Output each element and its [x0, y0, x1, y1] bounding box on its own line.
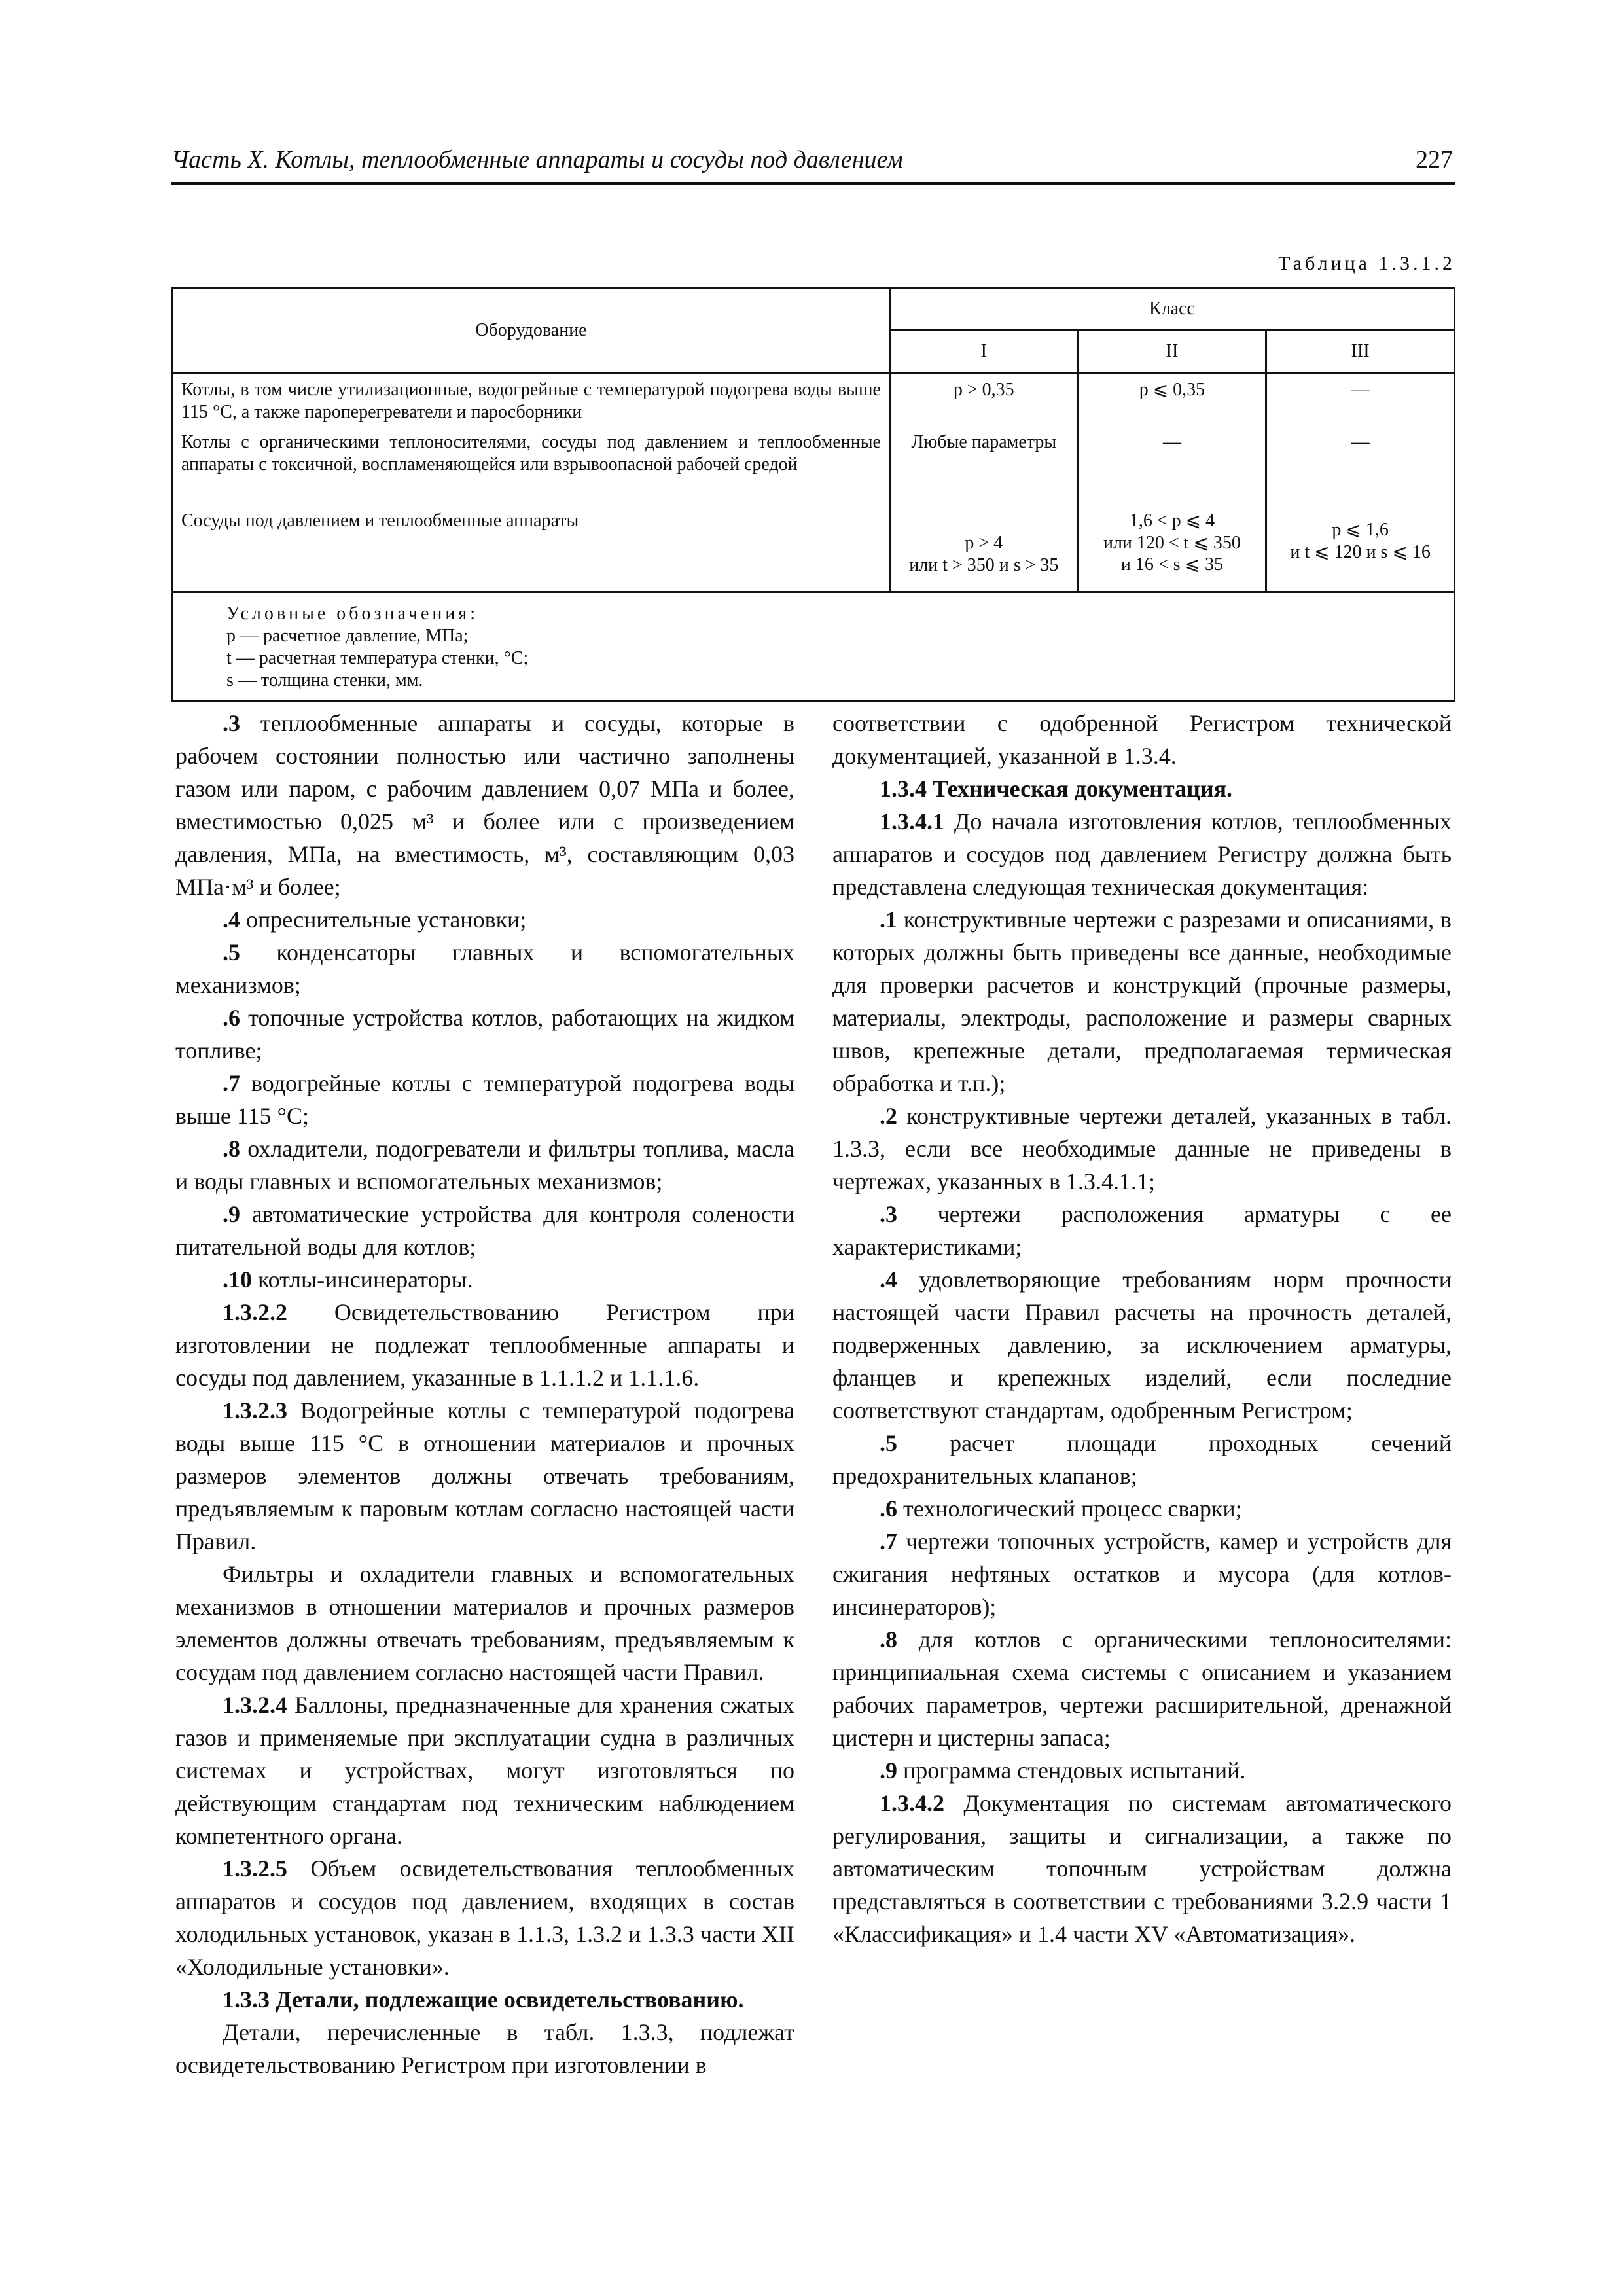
paragraph-number: .4: [223, 906, 240, 933]
paragraph-number: 1.3.2.4: [223, 1692, 287, 1718]
left-paragraph: [175, 1394, 794, 1558]
paragraph-text: чертежи расположения арматуры с ее характеристиками;: [832, 1201, 1452, 1260]
header-class: Класс: [889, 288, 1454, 331]
left-paragraph: [175, 1263, 794, 1296]
paragraph-text: Освидетельствованию Регистром при изготовлении не подлежат теплообменные аппараты и сосуды под давлением, указанные в 1.1.1.2 и 1.1.1.6.: [175, 1299, 794, 1391]
paragraph-number: 1.3.2.5: [223, 1856, 287, 1882]
paragraph-text: топочные устройства котлов, работающих на жидком топливе;: [175, 1005, 794, 1064]
paragraph-number: .5: [223, 939, 240, 965]
row-equipment-1: Котлы, в том числе утилизационные, водогрейные с температурой подогрева воды выше 115 °C, а также пароперегреватели и паросборники: [181, 380, 881, 422]
paragraph-text: конструктивные чертежи деталей, указанных в табл. 1.3.3, если все необходимые данные не приведены в чертежах, указанных в 1.3.4.1.1;: [832, 1103, 1452, 1194]
left-paragraph: [175, 903, 794, 936]
paragraph-number: 1.3.3 Детали, подлежащие освидетельствованию.: [223, 1986, 744, 2013]
row-2-class-2: —: [1162, 432, 1181, 452]
paragraph-text: Водогрейные котлы с температурой подогрева воды выше 115 °C в отношении материалов и прочных размеров элементов должны отвечать требованиям, предъявляемым к паровым котлам согласно настоящей части Правил.: [175, 1397, 794, 1554]
right-paragraph: [832, 1427, 1452, 1492]
paragraph-text: теплообменные аппараты и сосуды, которые в рабочем состоянии полностью или частично заполнены газом или паром, с рабочим давлением 0,07 МПа и более, вместимостью 0,025 м³ и более или с произведением давления, МПа, на вместимость, м³, составляющим 0,03 МПа·м³ и более;: [175, 710, 794, 900]
note-t: t — расчетная температура стенки, °C;: [226, 648, 529, 669]
paragraph-text: Детали, перечисленные в табл. 1.3.3, подлежат освидетельствованию Регистром при изготовлении в: [175, 2019, 794, 2078]
paragraph-number: .9: [880, 1757, 897, 1784]
paragraph-number: .4: [880, 1266, 897, 1293]
row-equipment-2: Котлы с органическими теплоносителями, сосуды под давлением и теплообменные аппараты с токсичной, воспламеняющейся или взрывоопасной рабочей средой: [181, 432, 881, 475]
paragraph-text: водогрейные котлы с температурой подогрева воды выше 115 °C;: [175, 1070, 794, 1129]
right-paragraph: [832, 903, 1452, 1100]
right-paragraph: [832, 707, 1452, 772]
paragraph-text: Баллоны, предназначенные для хранения сжатых газов и применяемые при эксплуатации судна в различных системах и устройствах, могут изготовляться по действующим стандартам под техническим наблюдением компетентного органа.: [175, 1692, 794, 1849]
paragraph-text: для котлов с органическими теплоносителями: принципиальная схема системы с описанием и указанием рабочих параметров, чертежи расширительной, дренажной цистерн и цистерны запаса;: [832, 1626, 1452, 1751]
paragraph-number: .7: [880, 1528, 897, 1554]
right-paragraph: [832, 1623, 1452, 1754]
paragraph-number: .6: [880, 1496, 897, 1522]
right-paragraph: [832, 1263, 1452, 1427]
paragraph-number: 1.3.4.2: [880, 1790, 944, 1816]
paragraph-number: .1: [880, 906, 897, 933]
paragraph-text: конденсаторы главных и вспомогательных механизмов;: [175, 939, 794, 998]
paragraph-number: 1.3.4.1: [880, 808, 944, 834]
paragraph-text: котлы-инсинераторы.: [252, 1266, 473, 1293]
left-paragraph: [175, 1852, 794, 1983]
paragraph-number: .8: [880, 1626, 897, 1653]
left-paragraph: [175, 1558, 794, 1689]
right-paragraph: [832, 1492, 1452, 1525]
paragraph-text: Объем освидетельствования теплообменных аппаратов и сосудов под давлением, входящих в состав холодильных установок, указан в 1.1.3, 1.3.2 и 1.3.3 части XII «Холодильные установки».: [175, 1856, 794, 1980]
paragraph-text: расчет площади проходных сечений предохранительных клапанов;: [832, 1430, 1452, 1489]
row-1-class-3: —: [1351, 380, 1370, 400]
paragraph-text: технологический процесс сварки;: [897, 1496, 1242, 1522]
paragraph-text: удовлетворяющие требованиям норм прочности настоящей части Правил расчеты на прочность деталей, подверженных давлению, за исключением арматуры, фланцев и крепежных изделий, если последние соответствуют стандартам, одобренным Регистром;: [832, 1266, 1452, 1424]
left-text-column: [175, 707, 794, 2081]
notes-title: Условные обозначения:: [226, 603, 479, 624]
row-2-class-1: Любые параметры: [911, 432, 1057, 452]
right-paragraph: [832, 1754, 1452, 1787]
left-paragraph: [175, 1067, 794, 1132]
paragraph-number: 1.3.2.2: [223, 1299, 287, 1325]
right-paragraph: [832, 1525, 1452, 1623]
right-paragraph: [832, 1100, 1452, 1198]
paragraph-text: Фильтры и охладители главных и вспомогательных механизмов в отношении материалов и прочных размеров элементов должны отвечать требованиям, предъявляемым к сосудам под давлением согласно настоящей части Правил.: [175, 1561, 794, 1685]
paragraph-text: чертежи топочных устройств, камер и устройств для сжигания нефтяных остатков и мусора (для котлов-инсинераторов);: [832, 1528, 1452, 1620]
left-paragraph: [175, 1198, 794, 1263]
right-paragraph: [832, 1198, 1452, 1263]
table-notes: [173, 592, 1455, 701]
paragraph-text: охладители, подогреватели и фильтры топлива, масла и воды главных и вспомогательных механизмов;: [175, 1136, 794, 1194]
paragraph-text: соответствии с одобренной Регистром технической документацией, указанной в 1.3.4.: [832, 710, 1452, 769]
header-equipment: Оборудование: [173, 288, 890, 373]
right-text-column: [832, 707, 1452, 1950]
paragraph-number: .7: [223, 1070, 240, 1096]
table-caption: Таблица 1.3.1.2: [1278, 253, 1455, 274]
equipment-class-table: [171, 287, 1455, 702]
header-title: Часть X. Котлы, теплообменные аппараты и сосуды под давлением: [171, 146, 903, 173]
paragraph-number: 1.3.4 Техническая документация.: [880, 776, 1233, 802]
paragraph-text: конструктивные чертежи с разрезами и описаниями, в которых должны быть приведены все данные, необходимые для проверки расчетов и конструкций (прочные размеры, материалы, электроды, расположение и размеры сварных швов, крепежные детали, предполагаемая термическая обработка и т.п.);: [832, 906, 1452, 1096]
paragraph-number: .6: [223, 1005, 240, 1031]
right-paragraph: [832, 805, 1452, 903]
page-number: 227: [1416, 146, 1453, 173]
row-1-class-1: p > 0,35: [953, 380, 1014, 400]
paragraph-number: 1.3.2.3: [223, 1397, 287, 1424]
row-3-class-2: 1,6 < p ⩽ 4 или 120 < t ⩽ 350 и 16 < s ⩽ 35: [1103, 511, 1241, 575]
left-paragraph: [175, 1001, 794, 1067]
paragraph-number: .10: [223, 1266, 252, 1293]
left-paragraph: [175, 1689, 794, 1852]
paragraph-text: До начала изготовления котлов, теплообменных аппаратов и сосудов под давлением Регистру должна быть представлена следующая техническая документация:: [832, 808, 1452, 900]
paragraph-text: автоматические устройства для контроля солености питательной воды для котлов;: [175, 1201, 794, 1260]
left-paragraph: [175, 707, 794, 903]
paragraph-number: .2: [880, 1103, 897, 1129]
left-paragraph: [175, 1296, 794, 1394]
header-class-2: II: [1078, 331, 1266, 373]
paragraph-number: .5: [880, 1430, 897, 1456]
row-3-class-1: p > 4 или t > 350 и s > 35: [909, 533, 1059, 575]
left-paragraph: [175, 2016, 794, 2081]
running-header: [171, 145, 1455, 185]
row-2-class-3: —: [1351, 432, 1370, 452]
paragraph-number: .9: [223, 1201, 240, 1227]
left-paragraph: [175, 936, 794, 1001]
row-equipment-3: Сосуды под давлением и теплообменные аппараты: [181, 511, 579, 531]
paragraph-number: .8: [223, 1136, 240, 1162]
row-3-class-3: p ⩽ 1,6 и t ⩽ 120 и s ⩽ 16: [1290, 520, 1431, 562]
table-body-row: [173, 373, 1455, 592]
right-paragraph: [832, 772, 1452, 805]
paragraph-text: программа стендовых испытаний.: [897, 1757, 1246, 1784]
header-class-1: I: [889, 331, 1078, 373]
row-1-class-2: p ⩽ 0,35: [1139, 380, 1205, 400]
left-paragraph: [175, 1983, 794, 2016]
paragraph-number: .3: [880, 1201, 897, 1227]
header-class-3: III: [1266, 331, 1455, 373]
note-s: s — толщина стенки, мм.: [226, 670, 423, 691]
paragraph-number: .3: [223, 710, 240, 736]
paragraph-text: опреснительные установки;: [240, 906, 527, 933]
left-paragraph: [175, 1132, 794, 1198]
note-p: p — расчетное давление, МПа;: [226, 626, 469, 647]
paragraph-text: Документация по системам автоматического регулирования, защиты и сигнализации, а также по автоматическим топочным устройствам должна представляться в соответствии с требованиями 3.2.9 части 1 «Классификация» и 1.4 части XV «Автоматизация».: [832, 1790, 1452, 1947]
right-paragraph: [832, 1787, 1452, 1950]
